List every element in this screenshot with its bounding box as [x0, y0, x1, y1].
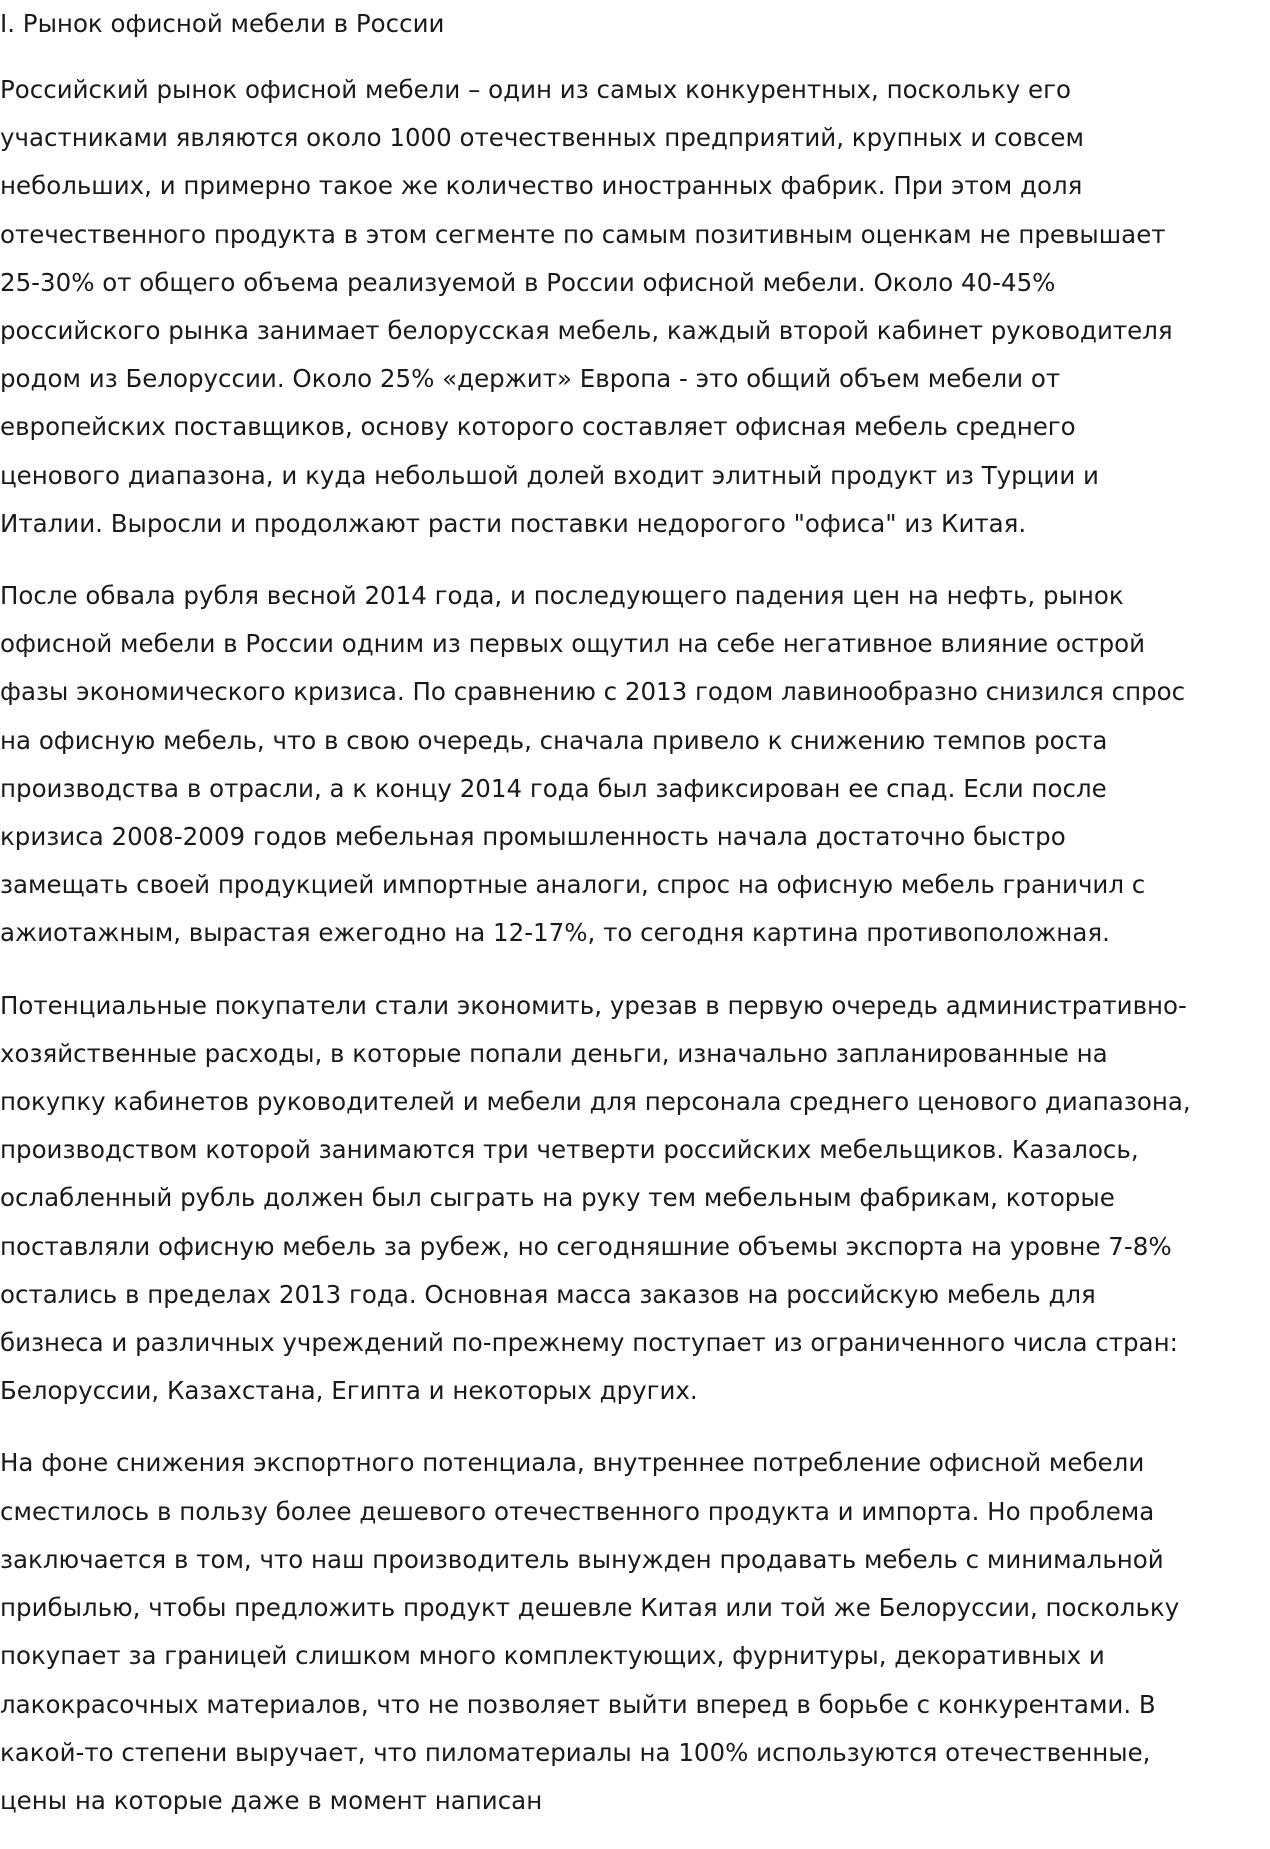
- paragraph-domestic-consumption: На фоне снижения экспортного потенциала, внутреннее потребление офисной мебели сместилось в пользу более дешевого отечественного продукта и импорта. Но проблема заключается в том, что наш производитель вынужден продавать мебель с минимальной прибылью, чтобы предложить продукт дешевле Китая или той же Белоруссии, поскольку покупает за границей слишком много комплектующих, фурнитуры, декоративных и лакокрасочных материалов, что не позволяет выйти вперед в борьбе с конкурентами. В какой-то степени выручает, что пиломатериалы на 100% используются отечественные, цены на которые даже в момент написан: [0, 1448, 1180, 1815]
- document-body: [0, 8, 1268, 1849]
- section-heading: I. Рынок офисной мебели в России: [0, 9, 445, 38]
- paragraph-buyers-savings: Потенциальные покупатели стали экономить, урезав в первую очередь административно- хозяйственные расходы, в которые попали деньги, изначально запланированные на покупку кабинетов руководителей и мебели для персонала среднего ценового диапазона, производством которой занимаются три четверти российских мебельщиков. Казалось, ослабленный рубль должен был сыграть на руку тем мебельным фабрикам, которые поставляли офисную мебель за рубеж, но сегодняшние объемы экспорта на уровне 7-8% остались в пределах 2013 года. Основная масса заказов на российскую мебель для бизнеса и различных учреждений по-прежнему поступает из ограниченного числа стран: Белоруссии, Казахстана, Египта и некоторых других.: [0, 990, 1191, 1406]
- paragraph-market-overview: Российский рынок офисной мебели – один из самых конкурентных, поскольку его участниками являются около 1000 отечественных предприятий, крупных и совсем небольших, и примерно такое же количество иностранных фабрик. При этом доля отечественного продукта в этом сегменте по самым позитивным оценкам не превышает 25-30% от общего объема реализуемой в России офисной мебели. Около 40-45% российского рынка занимает белорусская мебель, каждый второй кабинет руководителя родом из Белоруссии. Около 25% «держит» Европа - это общий объем мебели от европейских поставщиков, основу которого составляет офисная мебель среднего ценового диапазона, и куда небольшой долей входит элитный продукт из Турции и Италии. Выросли и продолжают расти поставки недорогого "офиса" из Китая.: [0, 75, 1173, 538]
- paragraph-crisis-impact: После обвала рубля весной 2014 года, и последующего падения цен на нефть, рынок офисной мебели в России одним из первых ощутил на себе негативное влияние острой фазы экономического кризиса. По сравнению с 2013 годом лавинообразно снизился спрос на офисную мебель, что в свою очередь, сначала привело к снижению темпов роста производства в отрасли, а к концу 2014 года был зафиксирован ее спад. Если после кризиса 2008-2009 годов мебельная промышленность начала достаточно быстро замещать своей продукцией импортные аналоги, спрос на офисную мебель граничил с ажиотажным, вырастая ежегодно на 12-17%, то сегодня картина противоположная.: [0, 581, 1186, 948]
